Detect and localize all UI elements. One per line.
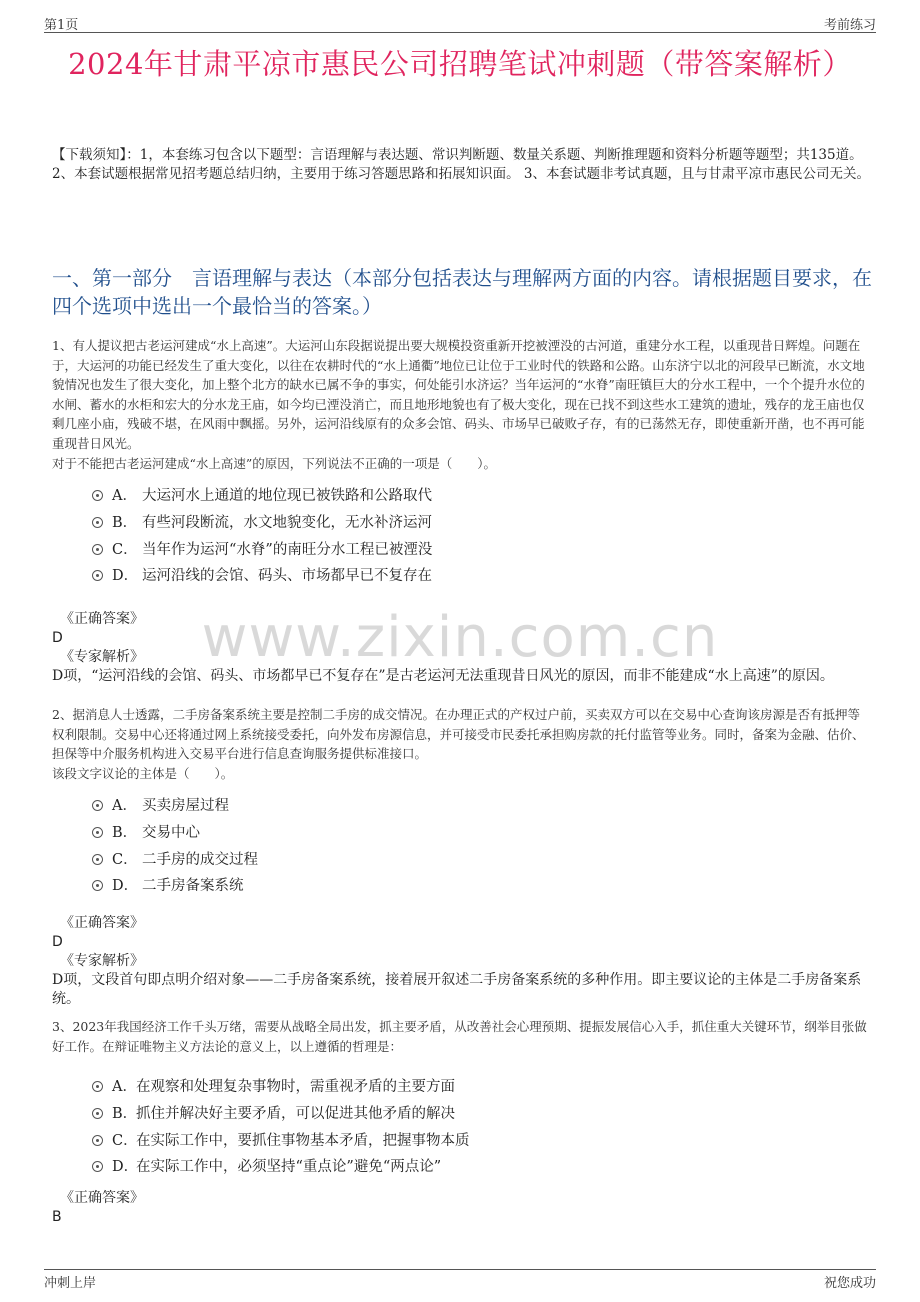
answer-label: 《正确答案》	[60, 610, 144, 627]
option-b[interactable]	[52, 508, 872, 535]
option-letter: A．	[112, 488, 137, 505]
option-text: 在实际工作中，要抓住事物基本矛盾，把握事物本质	[136, 1132, 470, 1149]
option-list	[52, 791, 872, 898]
option-text: 在实际工作中，必须坚持“重点论”避免“两点论”	[136, 1159, 442, 1176]
watermark: www.zixin.com.cn	[201, 605, 719, 670]
radio-icon[interactable]	[92, 490, 103, 501]
option-list	[52, 1072, 872, 1179]
question-3	[52, 1017, 872, 1227]
option-letter: B．	[112, 514, 138, 531]
answer-value: D	[52, 629, 63, 646]
option-text: 大运河水上通道的地位现已被铁路和公路取代	[142, 488, 432, 505]
option-letter: A．	[112, 798, 137, 815]
option-text: 运河沿线的会馆、码头、市场都早已不复存在	[142, 568, 432, 585]
footer-left: 冲刺上岸	[44, 1276, 97, 1291]
answer-label: 《正确答案》	[60, 915, 144, 932]
option-d[interactable]	[52, 1152, 872, 1179]
option-d[interactable]	[52, 871, 872, 898]
option-text: 有些河段断流，水文地貌变化，无水补济运河	[142, 514, 432, 531]
radio-icon[interactable]	[92, 1135, 103, 1146]
answer-label: 《正确答案》	[60, 1189, 144, 1206]
radio-icon[interactable]	[92, 1108, 103, 1119]
analysis-label: 《专家解析》	[60, 648, 144, 665]
option-text: 抓住并解决好主要矛盾，可以促进其他矛盾的解决	[136, 1105, 455, 1122]
option-text: 交易中心	[142, 825, 200, 842]
analysis-text: D项，“运河沿线的会馆、码头、市场都早已不复存在”是古老运河无法重现昔日风光的原因，而非不能建成“水上高速”的原因。	[52, 667, 834, 684]
question-stem: 1、有人提议把古老运河建成“水上高速”。大运河山东段据说提出要大规模投资重新开挖被湮没的古河道，重建分水工程，以重现昔日辉煌。问题在于，大运河的功能已经发生了重大变化，以往在农耕时代的“水上通衢”地位已让位于工业时代的铁路和公路。山东济宁以北的河段早已断流，水文地貌情况也发生了很大变化，加上整个北方的缺水已属不争的事实，何处能引水济运？当年运河的“水脊”南旺镇巨大的分水工程中，一个个提升水位的水闸、蓄水的水柜和宏大的分水龙王庙，如今均已湮没消亡，而且地形地貌也有了极大变化，现在已找不到这些水工建筑的遗址，残存的龙王庙也仅剩几座小庙，残破不堪，在风雨中飘摇。另外，运河沿线原有的众多会馆、码头、市场早已破败孑存，有的已荡然无存，即使重新开凿，也不再可能重现昔日风光。	[52, 338, 865, 451]
option-text: 二手房的成交过程	[142, 851, 258, 868]
option-c[interactable]	[52, 1126, 872, 1153]
option-c[interactable]	[52, 845, 872, 872]
option-letter: D．	[112, 1159, 139, 1176]
option-a[interactable]	[52, 791, 872, 818]
question-stem: 3、2023年我国经济工作千头万绪，需要从战略全局出发，抓主要矛盾，从改善社会心理预期、提振发展信心入手，抓住重大关键环节，纲举目张做好工作。在辩证唯物主义方法论的意义上，以上遵循的哲理是：	[52, 1019, 867, 1054]
option-a[interactable]	[52, 1072, 872, 1099]
option-list	[52, 481, 872, 588]
radio-icon[interactable]	[92, 800, 103, 811]
question-prompt: 对于不能把古老运河建成“水上高速”的原因，下列说法不正确的一项是（ ）。	[52, 455, 497, 471]
question-stem: 2、据消息人士透露，二手房备案系统主要是控制二手房的成交情况。在办理正式的产权过户前，买卖双方可以在交易中心查询该房源是否有抵押等权利限制。交易中心还将通过网上系统接受委托，向外发布房源信息，并可接受市民委托承担购房款的托付监管等业务。同时，备案为金融、估价、担保等中介服务机构进入交易平台进行信息查询服务提供标准接口。	[52, 707, 865, 762]
question-prompt: 该段文字议论的主体是（ ）。	[52, 765, 234, 781]
answer-value: B	[52, 1208, 62, 1225]
radio-icon[interactable]	[92, 517, 103, 528]
option-letter: D．	[112, 878, 139, 895]
radio-icon[interactable]	[92, 544, 103, 555]
footer-divider	[44, 1269, 876, 1270]
question-2	[52, 705, 872, 1009]
download-notice: 【下载须知】：1，本套练习包含以下题型：言语理解与表达题、常识判断题、数量关系题、判断推理题和资料分析题等题型；共135道。 2、本套试题根据常见招考题总结归纳，主要用于练习答题思路和拓展知识面。 3、本套试题非考试真题，且与甘肃平凉市惠民公司无关。	[52, 147, 870, 182]
option-text: 在观察和处理复杂事物时，需重视矛盾的主要方面	[136, 1079, 455, 1096]
option-b[interactable]	[52, 1099, 872, 1126]
radio-icon[interactable]	[92, 827, 103, 838]
footer-right: 祝您成功	[823, 1276, 876, 1291]
option-a[interactable]	[52, 481, 872, 508]
radio-icon[interactable]	[92, 1081, 103, 1092]
option-text: 买卖房屋过程	[142, 798, 229, 815]
radio-icon[interactable]	[92, 880, 103, 891]
document-title: 2024年甘肃平凉市惠民公司招聘笔试冲刺题（带答案解析）	[68, 47, 852, 81]
analysis-label: 《专家解析》	[60, 953, 144, 970]
radio-icon[interactable]	[92, 570, 103, 581]
analysis-text: D项，文段首句即点明介绍对象——二手房备案系统，接着展开叙述二手房备案系统的多种作用。即主要议论的主体是二手房备案系统。	[52, 972, 862, 1008]
option-c[interactable]	[52, 535, 872, 562]
option-text: 当年作为运河“水脊”的南旺分水工程已被湮没	[142, 541, 433, 558]
header-tag: 考前练习	[823, 18, 876, 33]
option-letter: B．	[112, 825, 138, 842]
option-text: 二手房备案系统	[142, 878, 244, 895]
answer-value: D	[52, 934, 63, 951]
option-letter: D．	[112, 568, 139, 585]
page-footer	[0, 1262, 920, 1302]
page-number: 第1页	[44, 18, 79, 33]
option-b[interactable]	[52, 818, 872, 845]
option-letter: C．	[112, 851, 138, 868]
option-letter: A．	[112, 1079, 137, 1096]
section-heading: 一、第一部分 言语理解与表达（本部分包括表达与理解两方面的内容。请根据题目要求，在四个选项中选出一个最恰当的答案。）	[52, 266, 872, 318]
option-letter: B．	[112, 1105, 138, 1122]
option-letter: C．	[112, 1132, 138, 1149]
page-header	[0, 0, 920, 34]
radio-icon[interactable]	[92, 1161, 103, 1172]
option-letter: C．	[112, 541, 138, 558]
option-d[interactable]	[52, 561, 872, 588]
question-1	[52, 336, 872, 686]
header-divider	[44, 32, 876, 33]
radio-icon[interactable]	[92, 854, 103, 865]
